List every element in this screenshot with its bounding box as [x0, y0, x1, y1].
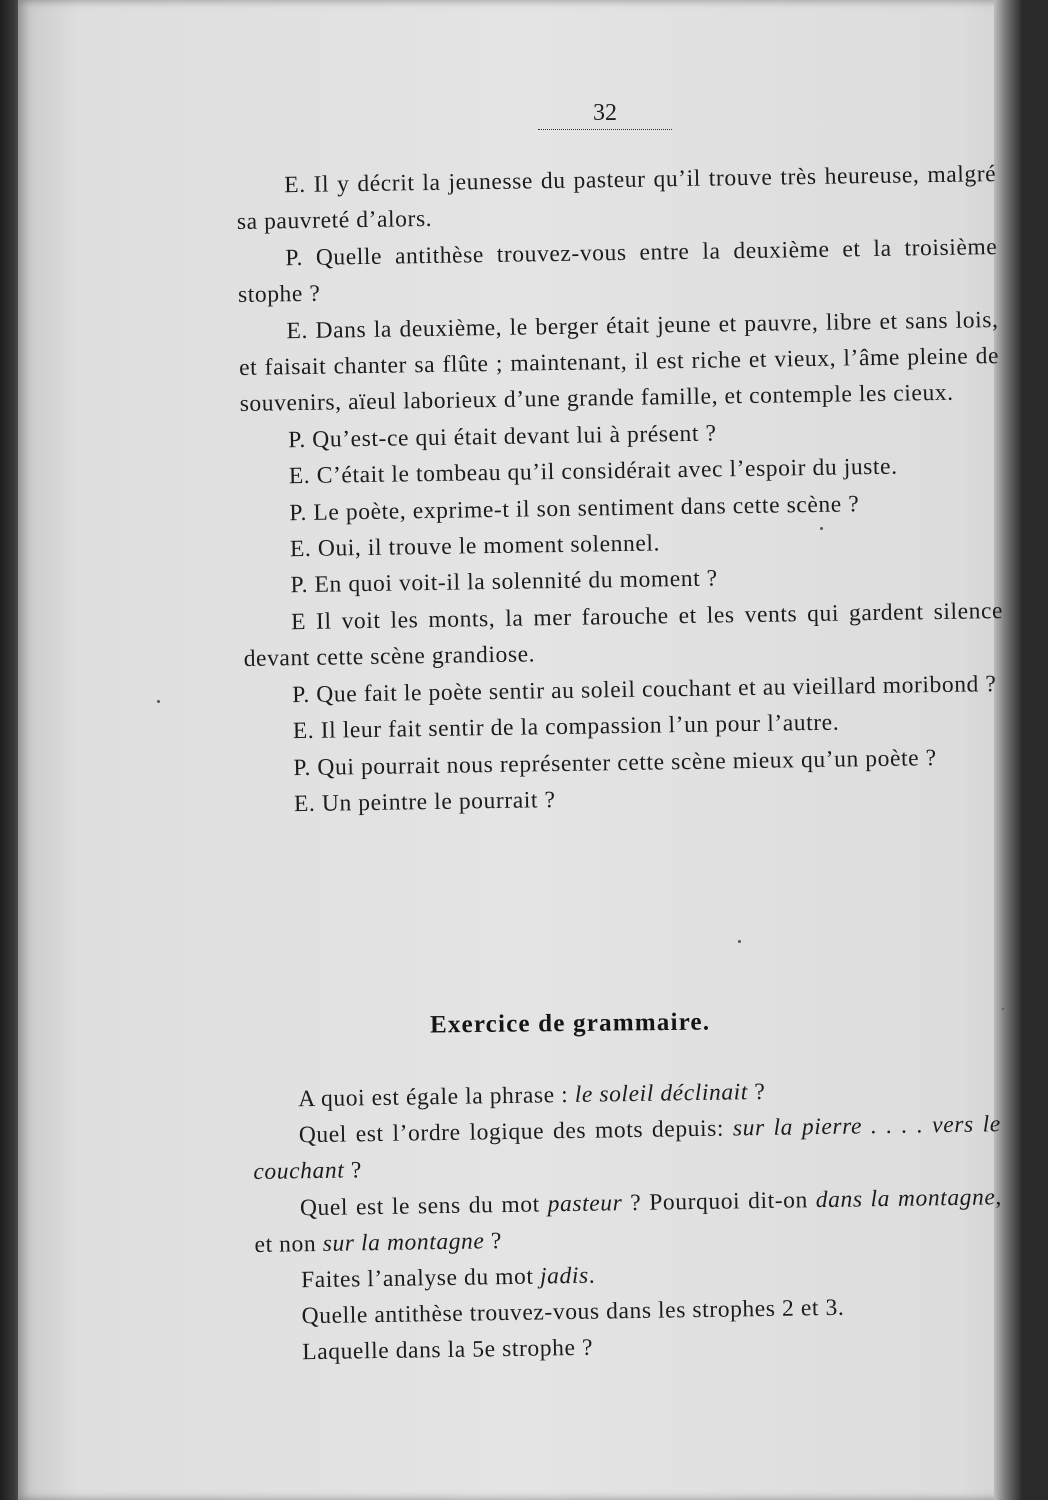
dialogue-line: E. Dans la deuxième, le berger était jeune et pauvre, libre et sans lois, et faisait chanter sa flûte ; maintenant, il est riche et vieux, l’âme pleine de souvenirs, aïeul laborieux d’une grande famille, et contemple les cieux. — [238, 306, 1000, 418]
dialogue-line: E. Un peintre le pourrait ? — [293, 786, 556, 818]
question-italic: dans la montagne — [815, 1183, 996, 1213]
dialogue-line: E. Il y décrit la jeunesse du pasteur qu’il trouve très heureuse, malgré sa pauvreté d’alors. — [236, 161, 997, 236]
dialogue-line: E. Oui, il trouve le moment solennel. — [289, 530, 661, 563]
question-text: . — [588, 1262, 596, 1289]
dialogue-line: P. En quoi voit-il la solennité du moment ? — [290, 565, 718, 599]
paper-speck — [738, 940, 741, 943]
dialogue-line: P. Que fait le poète sentir au soleil couchant et au vieillard moribond ? — [292, 670, 997, 708]
question-text: A quoi est égale la phrase : — [298, 1081, 575, 1113]
question-italic: sur la pierre . . . . vers le couchant — [253, 1111, 1001, 1186]
question-text: ? — [344, 1157, 363, 1184]
question-italic: pasteur — [547, 1189, 623, 1217]
question-italic: sur la montagne — [322, 1228, 485, 1257]
exercise-question-6: Laquelle dans la 5e strophe ? — [302, 1335, 594, 1366]
question-text: , et non — [254, 1183, 1003, 1258]
question-text: ? — [747, 1078, 766, 1106]
paper-speck — [1002, 1008, 1004, 1010]
question-text: Faites l’analyse du mot — [300, 1263, 541, 1294]
dialogue-text — [236, 156, 1006, 823]
question-text: ? — [484, 1227, 503, 1255]
exercise-question-3 — [254, 1179, 1003, 1263]
question-text: Quel est le sens du mot — [299, 1190, 548, 1221]
dialogue-line: P. Quelle antithèse trouvez-vous entre la deuxième et la troisième stophe ? — [237, 233, 998, 309]
question-italic: jadis — [539, 1262, 589, 1290]
dialogue-line: E. Il leur fait sentir de la compassion l’un pour l’autre. — [292, 709, 840, 745]
dialogue-line: E. C’était le tombeau qu’il considérait avec l’espoir du juste. — [288, 453, 898, 490]
exercise-question-5: Quelle antithèse trouvez-vous dans les strophes 2 et 3. — [301, 1294, 845, 1330]
question-text: ? Pourquoi dit-on — [622, 1186, 816, 1216]
question-text: Quel est l’ordre logique des mots depuis: — [298, 1115, 734, 1149]
paper-speck — [157, 700, 160, 703]
paper-speck — [820, 527, 823, 530]
page-number: 32 — [538, 100, 672, 130]
exercise-heading: Exercice de grammaire. — [429, 1008, 711, 1039]
exercise-questions — [252, 1070, 1004, 1371]
dialogue-line: P. Le poète, exprime-t il son sentiment dans cette scène ? — [289, 490, 860, 526]
exercise-question-2 — [253, 1106, 1002, 1190]
dialogue-line: P. Qui pourrait nous représenter cette scène mieux qu’un poète ? — [293, 744, 937, 781]
question-italic: le soleil déclinait — [574, 1079, 749, 1108]
dialogue-line: P. Qu’est-ce qui était devant lui à présent ? — [288, 420, 717, 454]
dialogue-line: E Il voit les monts, la mer farouche et les vents qui gardent silence devant cette scène grandiose. — [243, 597, 1004, 673]
